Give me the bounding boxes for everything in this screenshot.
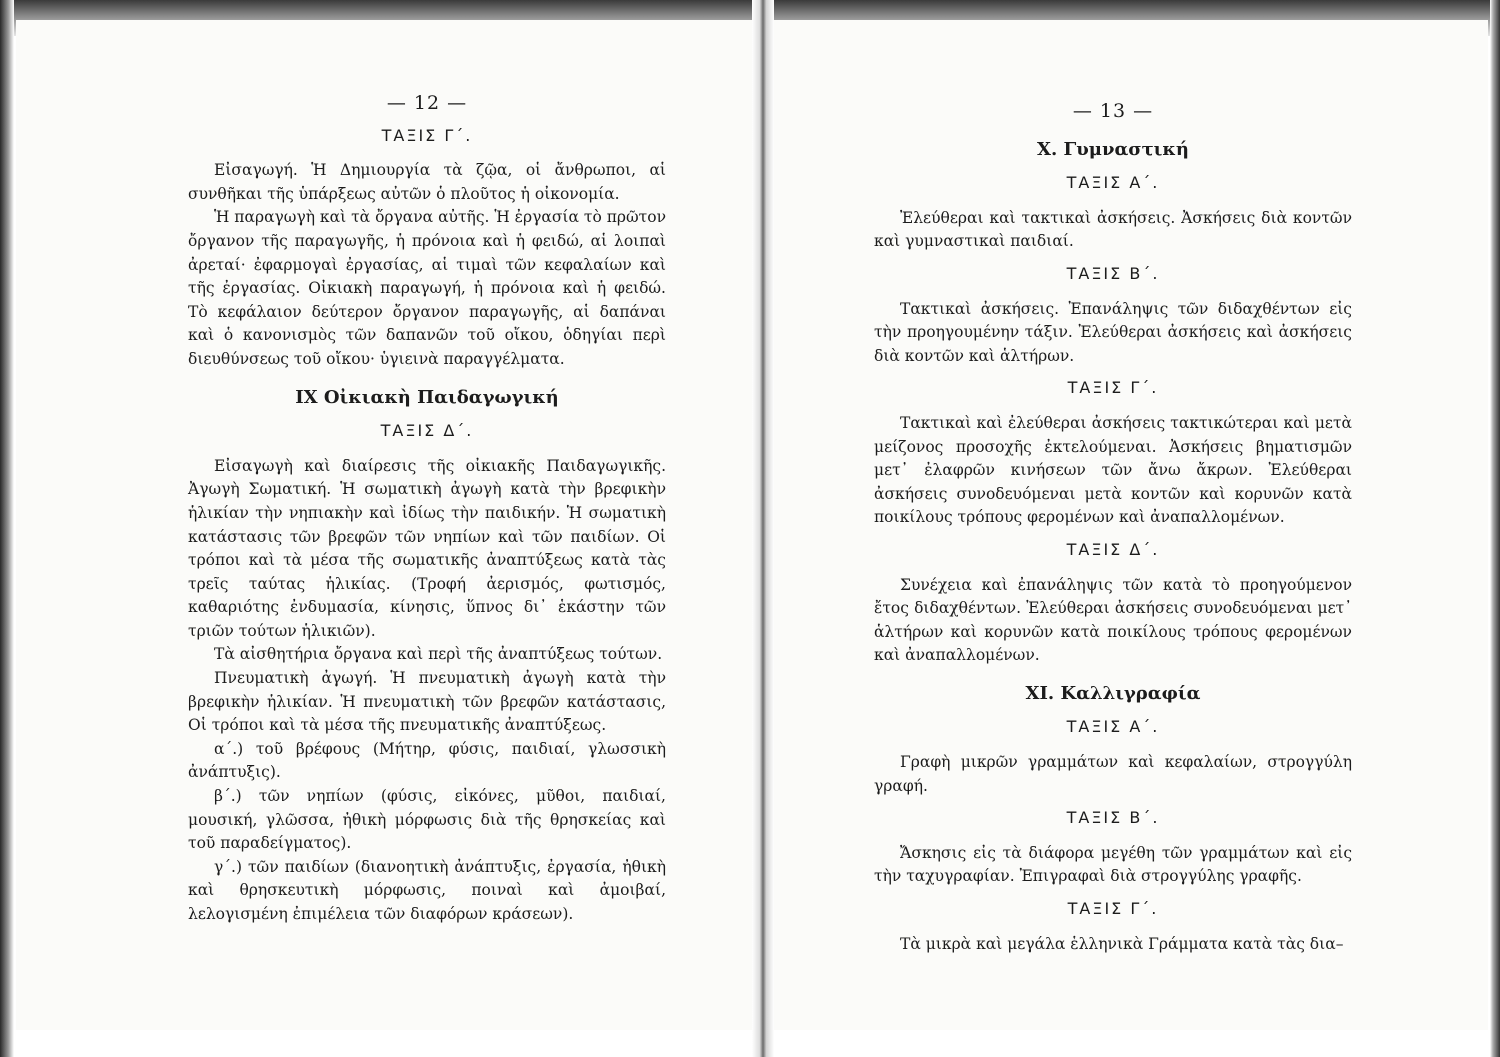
class-heading: ΤΑΞΙΣ Β΄. <box>1066 808 1160 828</box>
right-page-column <box>874 100 1352 956</box>
paragraph: Τακτικαὶ ἀσκήσεις. Ἐπανάληψις τῶν διδαχθέντων εἰς τὴν προηγουμένην τάξιν. Ἐλεύθεραι ἀσκήσεις καὶ ἀσκήσεις διὰ κοντῶν καὶ ἁλτήρων. <box>874 299 1352 365</box>
book-gutter <box>752 0 774 1057</box>
paragraph: Τὰ μικρὰ καὶ μεγάλα ἑλληνικὰ Γράμματα κατὰ τὰς δια– <box>900 934 1344 953</box>
class-heading: ΤΑΞΙΣ Γ΄. <box>1067 899 1159 919</box>
paragraph: Ἡ παραγωγὴ καὶ τὰ ὄργανα αὐτῆς. Ἡ ἐργασία τὸ πρῶτον ὄργανον τῆς παραγωγῆς, ἡ πρόνοια καὶ ἡ φειδώ, αἱ λοιπαὶ ἀρεταί· ἐφαρμογαὶ ἐργασίας, αἱ τιμαὶ τῶν κεφαλαίων καὶ τῆς ἐργασίας. Οἰκιακὴ παραγωγή, ἡ πρόνοια καὶ ἡ φειδώ. Τὸ κεφάλαιον δεύτερον ὄργανον παραγωγῆς, αἱ δαπάναι καὶ ὁ κανονισμὸς τῶν δαπανῶν τοῦ οἴκου, ὁδηγίαι περὶ διευθύνσεως τοῦ οἴκου· ὑγιεινὰ παραγγέλματα. <box>188 208 666 368</box>
paragraph: Ἄσκησις εἰς τὰ διάφορα μεγέθη τῶν γραμμάτων καὶ εἰς τὴν ταχυγραφίαν. Ἐπιγραφαὶ διὰ στρογγύλης γραφῆς. <box>874 843 1352 886</box>
section-heading-gymnastics: Χ. Γυμναστική <box>1037 138 1189 160</box>
paragraph: Πνευματικὴ ἀγωγή. Ἡ πνευματικὴ ἀγωγὴ κατὰ τὴν βρεφικὴν ἡλικίαν. Ἡ πνευματικὴ τῶν βρεφῶν κατάστασις, Οἱ τρόποι καὶ τὰ μέσα τῆς πνευματικῆς ἀναπτύξεως. <box>188 669 666 735</box>
right-page-number: — 13 — <box>1072 100 1154 122</box>
scan-left-edge <box>0 0 14 1057</box>
paragraph: Τακτικαὶ καὶ ἐλεύθεραι ἀσκήσεις τακτικώτεραι καὶ μετὰ μείζονος προσοχῆς ἐκτελούμεναι. Ἀσκήσεις βηματισμῶν μετ᾽ ἐλαφρῶν κινήσεων τῶν ἄνω ἄκρων. Ἐλεύθεραι ἀσκήσεις συνοδευόμεναι μετὰ κοντῶν καὶ κορυνῶν κατὰ ποικίλους τρόπους φερομένων καὶ ἀναπαλλομένων. <box>874 413 1352 527</box>
paragraph: Εἰσαγωγή. Ἡ Δημιουργία τὰ ζῷα, οἱ ἄνθρωποι, αἱ συνθῆκαι τῆς ὑπάρξεως αὐτῶν ὁ πλοῦτος ἡ οἰκονομία. <box>188 161 666 203</box>
paragraph: Ἐλεύθεραι καὶ τακτικαὶ ἀσκήσεις. Ἀσκήσεις διὰ κοντῶν καὶ γυμναστικαὶ παιδιαί. <box>874 208 1352 251</box>
section-heading-household-pedagogy: ΙΧ Οἰκιακὴ Παιδαγωγική <box>295 386 559 408</box>
paragraph: β΄.) τῶν νηπίων (φύσις, εἰκόνες, μῦθοι, παιδιαί, μουσική, γλῶσσα, ἠθικὴ μόρφωσις διὰ τῆς θρησκείας καὶ τοῦ παραδείγματος). <box>188 787 666 853</box>
left-page-column <box>188 92 666 927</box>
paragraph: α΄.) τοῦ βρέφους (Μήτηρ, φύσις, παιδιαί, γλωσσικὴ ἀνάπτυξις). <box>188 739 666 782</box>
class-heading: ΤΑΞΙΣ Δ΄. <box>1066 539 1160 559</box>
class-heading: ΤΑΞΙΣ Δ΄. <box>380 421 474 441</box>
class-heading: ΤΑΞΙΣ Α΄. <box>1066 717 1160 737</box>
class-heading: ΤΑΞΙΣ Β΄. <box>1066 263 1160 283</box>
paragraph: γ΄.) τῶν παιδίων (διανοητικὴ ἀνάπτυξις, ἐργασία, ἠθικὴ καὶ θρησκευτικὴ μόρφωσις, ποιναὶ καὶ ἀμοιβαί, λελογισμένη ἐπιμέλεια τῶν διαφόρων κράσεων). <box>188 857 666 923</box>
class-heading: ΤΑΞΙΣ Γ΄. <box>1067 378 1159 398</box>
class-heading: ΤΑΞΙΣ Γ΄. <box>381 125 473 145</box>
paragraph: Γραφὴ μικρῶν γραμμάτων καὶ κεφαλαίων, στρογγύλη γραφή. <box>874 753 1352 795</box>
paragraph: Τὰ αἰσθητήρια ὄργανα καὶ περὶ τῆς ἀναπτύξεως τούτων. <box>214 645 663 664</box>
paragraph: Εἰσαγωγὴ καὶ διαίρεσις τῆς οἰκιακῆς Παιδαγωγικῆς. Ἀγωγὴ Σωματική. Ἡ σωματικὴ ἀγωγὴ κατὰ τὴν βρεφικὴν ἡλικίαν τὴν νηπιακὴν καὶ ἰδίως τὴν παιδικήν. Ἡ σωματικὴ κατάστασις τῶν βρεφῶν τῶν νηπίων καὶ τῶν παιδίων. Οἱ τρόποι καὶ τὰ μέσα τῆς σωματικῆς ἀναπτύξεως κατὰ τὰς τρεῖς ταύτας ἡλικίας. (Τροφή ἀερισμός, φωτισμός, καθαριότης ἐνδυμασία, κίνησις, ὕπνος δι᾽ ἑκάστην τῶν τριῶν τούτων ἡλικιῶν). <box>188 456 666 640</box>
class-heading: ΤΑΞΙΣ Α΄. <box>1066 173 1160 193</box>
scan-right-edge <box>1490 0 1500 1057</box>
paragraph: Συνέχεια καὶ ἐπανάληψις τῶν κατὰ τὸ προηγούμενον ἔτος διδαχθέντων. Ἐλεύθεραι ἀσκήσεις συνοδευόμεναι μετ᾽ ἁλτήρων καὶ κορυνῶν κατὰ ποικίλους τρόπους φερομένων καὶ ἀναπαλλομένων. <box>874 575 1352 665</box>
section-heading-calligraphy: ΧΙ. Καλλιγραφία <box>1025 682 1201 704</box>
left-page-number: — 12 — <box>386 92 468 114</box>
